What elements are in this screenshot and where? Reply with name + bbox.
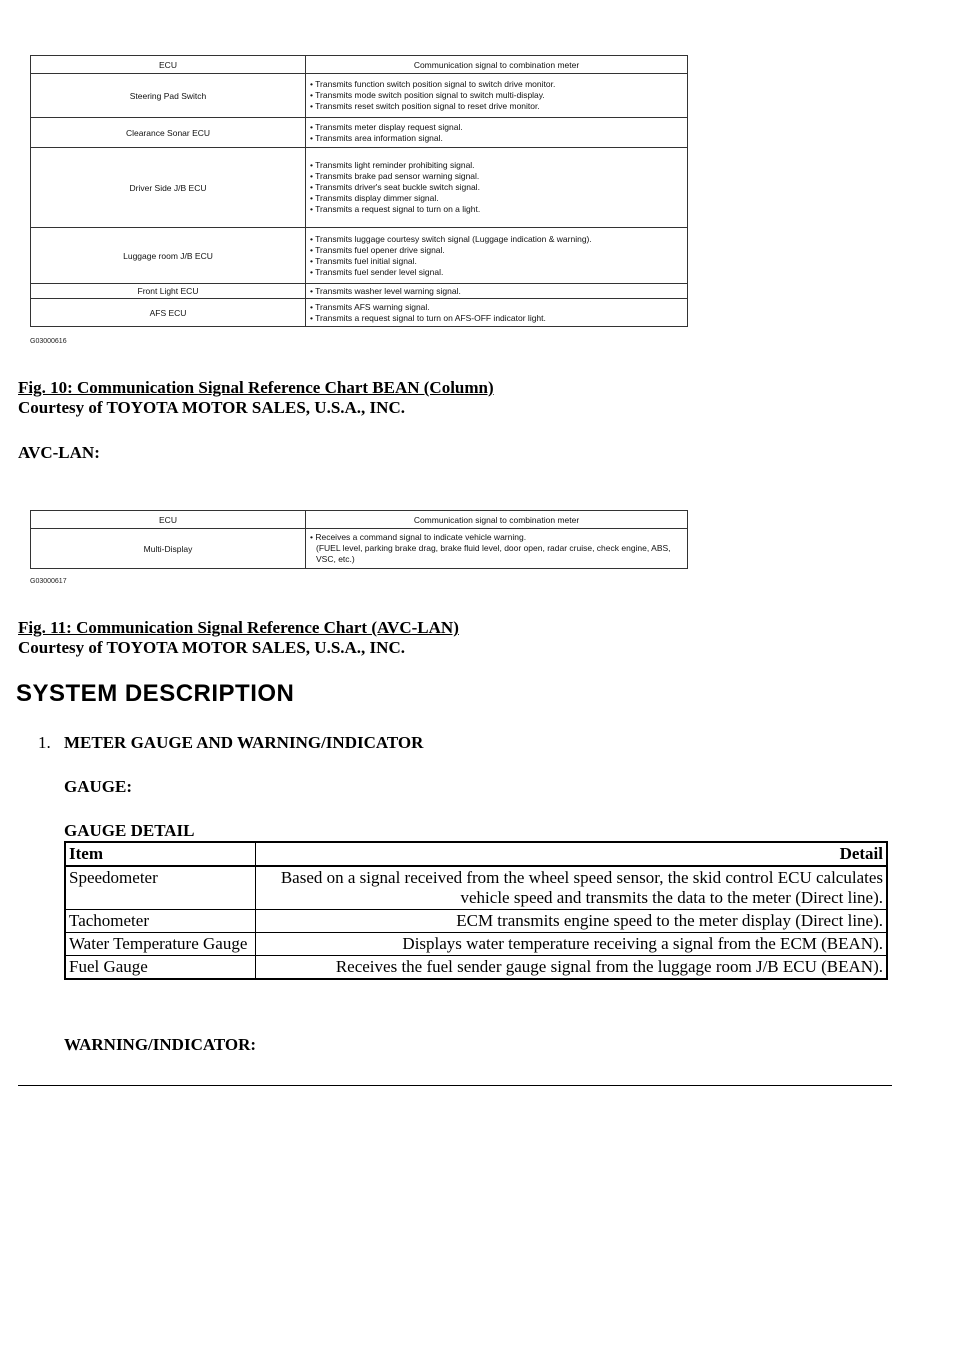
gauge-table-title: GAUGE DETAIL [64, 821, 195, 840]
fig10-row [31, 74, 688, 118]
fig10-signal-line: • Transmits brake pad sensor warning signal. [310, 171, 480, 181]
gauge-row-item: Tachometer [65, 910, 256, 933]
fig10-row [31, 284, 688, 299]
fig10-header-ecu: ECU [31, 56, 306, 74]
fig10-signal-line: • Transmits washer level warning signal. [310, 285, 461, 296]
fig10-row-ecu: Clearance Sonar ECU [31, 118, 306, 148]
fig10-signal-line: • Transmits reset switch position signal to reset drive monitor. [310, 101, 540, 111]
gauge-table-row [65, 933, 887, 956]
gauge-table-header-row [65, 842, 887, 866]
fig11-signal-line: (FUEL level, parking brake drag, brake fluid level, door open, radar cruise, check engine, ABS, VSC, etc.) [316, 543, 671, 564]
fig10-header-signal: Communication signal to combination meter [306, 56, 688, 74]
fig10-row-signals [306, 299, 688, 327]
gauge-row-item: Water Temperature Gauge [65, 933, 256, 956]
gauge-row-detail: Displays water temperature receiving a signal from the ECM (BEAN). [256, 933, 888, 956]
gauge-table-row [65, 866, 887, 910]
gauge-row-item: Fuel Gauge [65, 956, 256, 980]
fig10-signal-line: • Transmits fuel opener drive signal. [310, 244, 445, 255]
gauge-row-detail: Based on a signal received from the wheel speed sensor, the skid control ECU calculates vehicle speed and transmits the data to the meter (Direct line). [256, 866, 888, 910]
gauge-header-detail: Detail [256, 842, 888, 866]
fig10-signal-line: • Transmits luggage courtesy switch signal (Luggage indication & warning). [310, 233, 592, 244]
fig10-row-ecu: Front Light ECU [31, 284, 306, 299]
fig11-header-ecu: ECU [31, 511, 306, 529]
avc-lan-heading: AVC-LAN: [18, 443, 100, 462]
fig10-row-ecu: Driver Side J/B ECU [31, 148, 306, 228]
gauge-table-row [65, 910, 887, 933]
fig11-caption[interactable]: Fig. 11: Communication Signal Reference Chart (AVC-LAN) [18, 618, 459, 637]
fig10-signal-line: • Transmits fuel initial signal. [310, 255, 417, 266]
fig11-header-row [31, 511, 688, 529]
list-number: 1. [38, 733, 51, 752]
fig10-caption[interactable]: Fig. 10: Communication Signal Reference Chart BEAN (Column) [18, 378, 494, 397]
gauge-heading: GAUGE: [64, 777, 132, 796]
gauge-detail-table [64, 841, 888, 980]
fig10-header-row [31, 56, 688, 74]
fig10-row-signals [306, 74, 688, 118]
fig10-signal-line: • Transmits a request signal to turn on a light. [310, 204, 481, 214]
fig10-signal-line: • Transmits mode switch position signal to switch multi-display. [310, 90, 545, 100]
fig10-signal-line: • Transmits area information signal. [310, 132, 443, 143]
warning-indicator-heading: WARNING/INDICATOR: [64, 1035, 257, 1054]
page-divider [18, 1085, 892, 1086]
fig10-id: G03000616 [30, 338, 67, 345]
fig11-row-signals [306, 529, 688, 569]
gauge-header-item: Item [65, 842, 256, 866]
fig10-row-signals [306, 228, 688, 284]
fig11-header-signal: Communication signal to combination meter [306, 511, 688, 529]
fig11-caption-block [18, 618, 459, 658]
gauge-row-detail: Receives the fuel sender gauge signal from the luggage room J/B ECU (BEAN). [256, 956, 888, 980]
fig10-row-signals [306, 118, 688, 148]
fig10-signal-line: • Transmits function switch position signal to switch drive monitor. [310, 79, 556, 89]
fig10-row-ecu: Luggage room J/B ECU [31, 228, 306, 284]
fig10-row-ecu: AFS ECU [31, 299, 306, 327]
fig10-row-signals [306, 148, 688, 228]
fig11-row-ecu: Multi-Display [31, 529, 306, 569]
fig10-signal-line: • Transmits light reminder prohibiting signal. [310, 160, 475, 170]
fig11-id: G03000617 [30, 578, 67, 585]
fig11-row [31, 529, 688, 569]
gauge-row-detail: ECM transmits engine speed to the meter display (Direct line). [256, 910, 888, 933]
fig10-signal-line: • Transmits display dimmer signal. [310, 193, 439, 203]
fig10-table [30, 55, 688, 327]
system-description-heading: SYSTEM DESCRIPTION [16, 680, 295, 707]
fig10-row [31, 299, 688, 327]
gauge-row-item: Speedometer [65, 866, 256, 910]
fig11-table [30, 510, 688, 569]
fig10-courtesy: Courtesy of TOYOTA MOTOR SALES, U.S.A., INC. [18, 398, 405, 417]
fig10-row [31, 148, 688, 228]
fig10-signal-line: • Transmits fuel sender level signal. [310, 266, 444, 277]
fig10-signal-line: • Transmits a request signal to turn on AFS-OFF indicator light. [310, 312, 546, 323]
fig10-signal-line: • Transmits driver's seat buckle switch signal. [310, 182, 480, 192]
list-title: METER GAUGE AND WARNING/INDICATOR [64, 733, 424, 752]
gauge-table-row [65, 956, 887, 980]
fig10-signal-line: • Transmits AFS warning signal. [310, 301, 430, 312]
fig10-signal-line: • Transmits meter display request signal. [310, 121, 463, 132]
fig10-row [31, 228, 688, 284]
fig10-row-ecu: Steering Pad Switch [31, 74, 306, 118]
fig10-row-signals [306, 284, 688, 299]
fig11-courtesy: Courtesy of TOYOTA MOTOR SALES, U.S.A., INC. [18, 638, 405, 657]
fig10-row [31, 118, 688, 148]
fig11-signal-line: • Receives a command signal to indicate vehicle warning. [310, 532, 527, 542]
fig10-caption-block [18, 378, 494, 418]
